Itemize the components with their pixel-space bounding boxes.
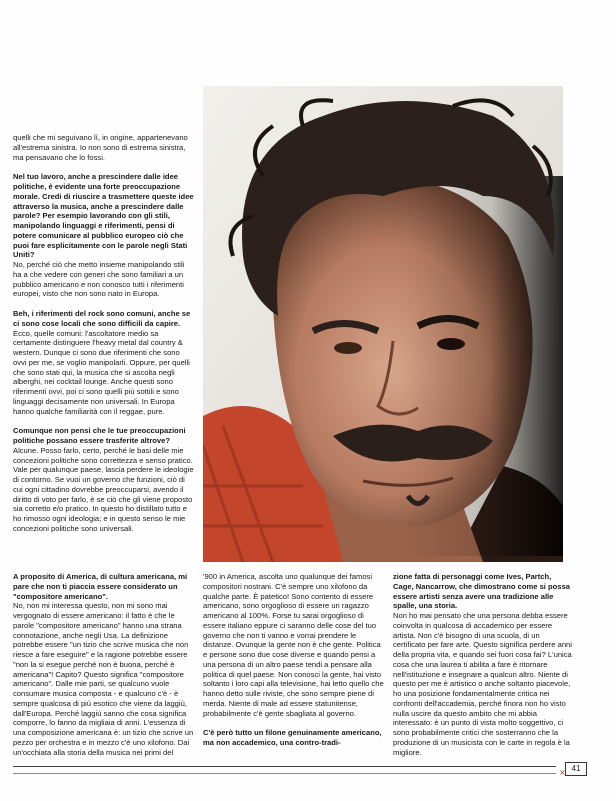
end-marker-icon: ⨯ (559, 768, 566, 777)
answer-paragraph: Alcune. Posso farlo, certo, perché le basi delle mie concezioni politiche sono correttezza e senso pratico. Vale per qualunque paese, lascia perdere le ideologie di contorno. Se vuoi un governo che funzioni, ciò di cui ogni cittadino dovrebbe preoccuparsi, avendo il diritto di voto per farlo, è se ciò che gli viene proposto sia corretto e/o pratico. In questo ho distillato tutto e ho rimosso ogni ideologia; e in questo senso le mie concezioni politiche sono universali. (13, 445, 194, 533)
question-paragraph: Beh, i riferimenti del rock sono comuni, anche se ci sono cose locali che sono difficili da capire. (13, 309, 191, 328)
answer-paragraph: quelli che mi seguivano lì, in origine, appartenevano all'estrema sinistra. Io non sono di estrema sinistra, ma pensavano che lo fossi. (13, 133, 188, 162)
question-paragraph: zione fatta di personaggi come Ives, Partch, Cage, Nancarrow, che dimostrano come si possa essere artisti senza avere una tradizione alle spalle, una storia. (393, 572, 570, 611)
question-paragraph: C'è però tutto un filone genuinamente americano, ma non accademico, una contro-tradi- (203, 728, 382, 747)
question-paragraph: Comunque non pensi che le tue preoccupazioni politiche possano essere trasferite altrove? (13, 426, 186, 445)
answer-paragraph: Ecco, quelle comuni: l'ascoltatore medio sa certamente distinguere l'heavy metal dal country & western. Dunque ci sono due riferimenti che sono ovvi per me, se voglio manipolarli. Oppure, per quelli che sono stati qui, la musica che si ascolta negli alberghi, nei cocktail lounge. Anche questi sono riferimenti ovvi, poi ci sono quelli più sottili e sono linguaggi decisamente non universali. In Europa hanno qualche familiarità con il reggae, pure. (13, 328, 190, 416)
question-paragraph: A proposito di America, di cultura americana, mi pare che non ti piaccia essere considerato un "compositore americano". (13, 572, 188, 601)
portrait-illustration (203, 86, 563, 562)
interview-column-4 (393, 572, 573, 762)
answer-paragraph: No, perché ciò che metto insieme manipolando stili ha a che vedere con generi che sono familiari a un pubblico americano e non conosco tutti i riferimenti europei, visto che non sono nato in Europa. (13, 260, 185, 299)
portrait-photo (203, 86, 563, 562)
interview-column-2 (13, 572, 195, 762)
interview-column-3 (203, 572, 385, 762)
interview-column-1 (13, 133, 194, 573)
answer-paragraph: '900 in America, ascolta uno qualunque dei famosi compositori nostrani. C'è sempre uno xilofono da qualche parte. È patetico! Sono contento di essere americano, sono orgoglioso di essere un ragazzo americano al 100%. Forse tu sarai orgoglioso di essere italiano eppure ci saranno delle cose del tuo governo che non ti vanno e vorrai prendere le distanze. Ovunque la gente non è che gente. Politica e persone sono due cose diverse e quando pensi a una persona di un altro paese tendi a pensare alla politica di quel paese. Non conosci la gente, hai visto soltanto i loro capi alla televisione, hai letto quello che hanno detto sulle riviste, che sono sempre piene di merda. Niente di male ad essere statunitense, probabilmente c'è gente sbagliata al governo. (203, 572, 384, 718)
footer-rule (13, 773, 556, 774)
question-paragraph: Nel tuo lavoro, anche a prescindere dalle idee politiche, è evidente una forte preoccupazione morale. Credi di riuscire a trasmettere queste idee attraverso la musica, anche a prescindere dalle parole? Per esempio lavorando con gli stili, manipolando linguaggi e riferimenti, pensi di potere comunicare al pubblico europeo ciò che puoi fare esplicitamente con le parole negli Stati Uniti? (13, 172, 194, 260)
footer-rule (13, 766, 556, 767)
page-number: 41 (565, 762, 587, 776)
answer-paragraph: Non ho mai pensato che una persona debba essere coinvolta in qualcosa di accademico per essere artista. Non c'è bisogno di una scuola, di un certificato per fare arte. Questo significa perdere anni della propria vita, e quando sei fuori cosa fai? L'unica cosa che una laurea ti abilita a fare è ritornare nell'istituzione e insegnare a qualcun altro. Niente di questo per me è artistico o anche soltanto piacevole, ho una posizione fondamentalmente critica nei confronti dell'accademia, perché finora non ho visto nulla uscire da questo ambito che mi abbia interessato: è un punto di vista molto soggettivo, ci sono probabilmente critici che sosterranno che la produzione di un musicista con le carte in regola è la migliore. (393, 611, 572, 757)
answer-paragraph: No, non mi interessa questo, non mi sono mai vergognato di essere americano: il fatto è che le parole "compositore americano" hanno una strana connotazione, anche negli Usa. La definizione potrebbe essere "un tizio che scrive musica che non riesce a fare eseguire" e la ragione potrebbe essere "non la si esegue perché non è buona, perché è americana"! Capito? Questo significa "compositore americano". Dalle mie parti, se qualcuno vuole consumare musica composta - e qualcuno c'è - è sempre qualcosa di più esotico che viene da laggiù, dall'Europa. Perché laggiù sanno che cosa significa comporre, lo fanno da migliaia di anni. L'essenza di una composizione americana è: un tizio che scrive un pezzo per orchestra e in mezzo c'è uno xilofono. Dai un'occhiata alla storia della musica nei primi del (13, 601, 194, 757)
